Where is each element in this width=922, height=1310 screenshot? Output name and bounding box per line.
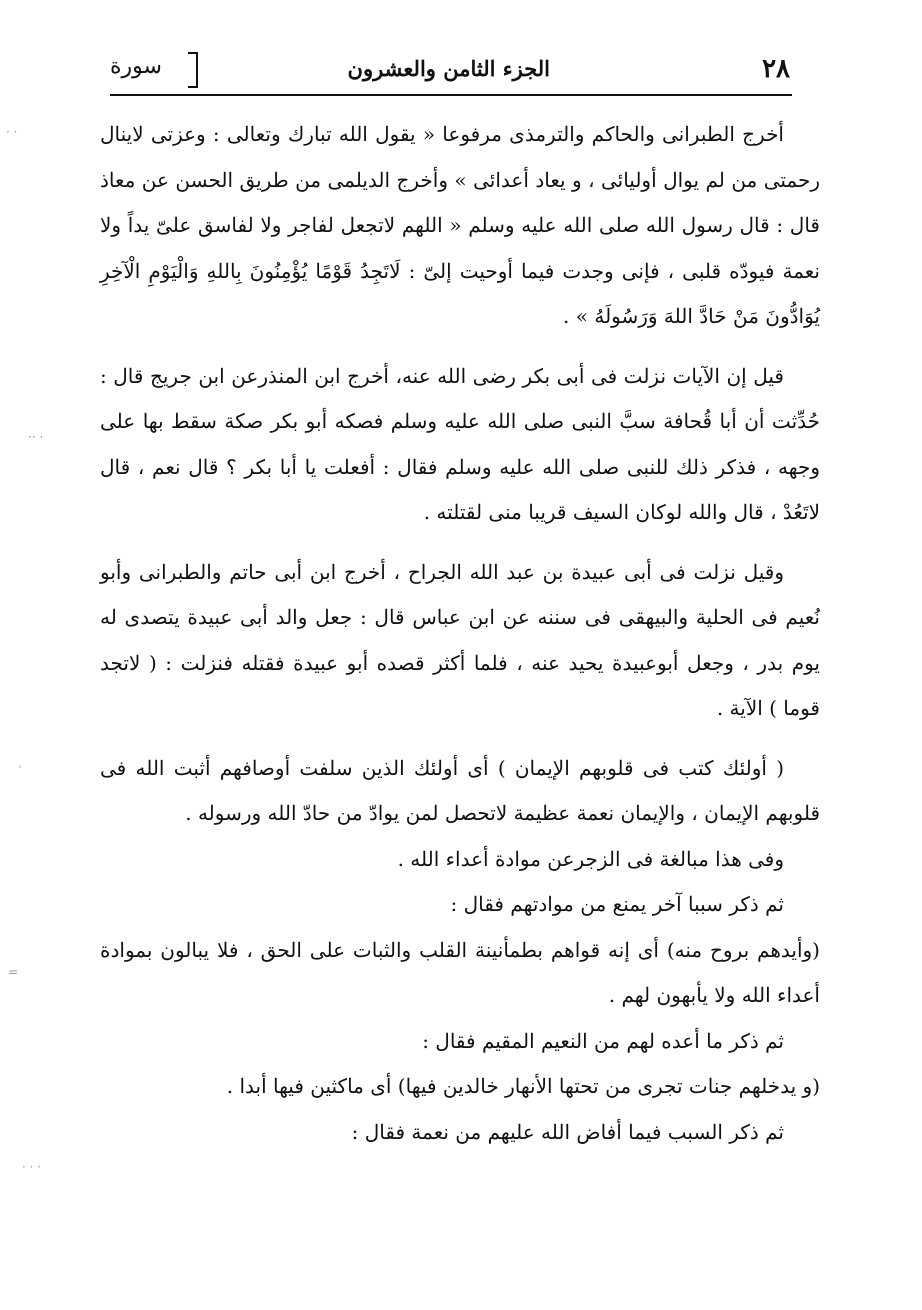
page-number: ٢٨ (762, 54, 790, 84)
paragraph-another-reason: ثم ذكر سببا آخر يمنع من موادتهم فقال : (450, 892, 784, 916)
running-title: الجزء الثامن والعشرون (347, 56, 550, 81)
scan-artifact: · · (6, 125, 18, 139)
paragraph-hadith: أخرج الطبرانى والحاكم والترمذى مرفوعا « يقول الله تبارك وتعالى : وعزتى لاينال رحمتى من لم يوال أوليائى ، و يعاد أعدائى » وأخرج الديلمى من طريق الحسن عن معاذ قال : قال رسول الله صلى الله عليه وسلم « اللهم لاتجعل لفاجر ولا لفاسق علىّ يداً ولا نعمة فيودّه قلبى ، فإنى وجدت فيما أوحيت إلىّ : لَاتَجِدُ قَوْمًا يُؤْمِنُونَ بِاللهِ وَالْيَوْمِ الْآخِرِ يُوَادُّونَ مَنْ حَادَّ اللهَ وَرَسُولَهُ » . (100, 122, 820, 328)
paragraph-reason-intro: ثم ذكر السبب فيما أفاض الله عليهم من نعمة فقال : (351, 1119, 784, 1144)
paragraph-exaggeration: وفى هذا مبالغة فى الزجرعن موادة أعداء الله . (397, 846, 784, 871)
surah-bracket (188, 52, 198, 88)
scan-artifact: ·· · (28, 430, 44, 444)
scan-artifact: · · · (22, 1160, 42, 1174)
paragraph-verse-jannat: (و يدخلهم جنات تجرى من تحتها الأنهار خالدين فيها) أى ماكثين فيها أبدا . (226, 1074, 820, 1098)
paragraph-verse-iman: ( أولئك كتب فى قلوبهم الإيمان ) أى أولئك الذين سلفت أوصافهم أثبت الله فى قلوبهم الإيمان ، والإيمان نعمة عظيمة لاتحصل لمن يوادّ من حادّ الله ورسوله . (100, 755, 820, 825)
page-body (100, 112, 820, 1155)
paragraph-abu-bakr: قيل إن الآيات نزلت فى أبى بكر رضى الله عنه، أخرج ابن المنذرعن ابن جريج قال : حُدِّثت أن أبا قُحافة سبَّ النبى صلى الله عليه وسلم فصكه أبو بكر صكة سقط بها على وجهه ، فذكر ذلك للنبى صلى الله عليه وسلم فقال : أفعلت يا أبا بكر ؟ قال نعم ، قال لاتَعُدْ ، قال والله لوكان السيف قريبا منى لقتلته . (100, 363, 820, 524)
paragraph-bliss-intro: ثم ذكر ما أعده لهم من النعيم المقيم فقال : (422, 1028, 784, 1053)
page-header (110, 52, 790, 92)
paragraph-abu-ubaida: وقيل نزلت فى أبى عبيدة بن عبد الله الجراح ، أخرج ابن أبى حاتم والطبرانى وأبو نُعيم فى الحلية والبيهقى فى سننه عن ابن عباس قال : جعل والد أبى عبيدة يتصدى له يوم بدر ، وجعل أبوعبيدة يحيد عنه ، فلما أكثر قصده أبو عبيدة فقتله فنزلت : ( لاتجد قوما ) الآية . (100, 559, 820, 720)
paragraph-verse-ruh: (وأيدهم بروح منه) أى إنه قواهم بطمأنينة القلب والثبات على الحق ، فلا يبالون بموادة أعداء الله ولا يأبهون لهم . (100, 937, 820, 1007)
header-rule (110, 94, 792, 96)
scan-artifact: = (8, 965, 19, 979)
scan-artifact: · (18, 760, 22, 774)
surah-label: سورة (110, 54, 162, 79)
